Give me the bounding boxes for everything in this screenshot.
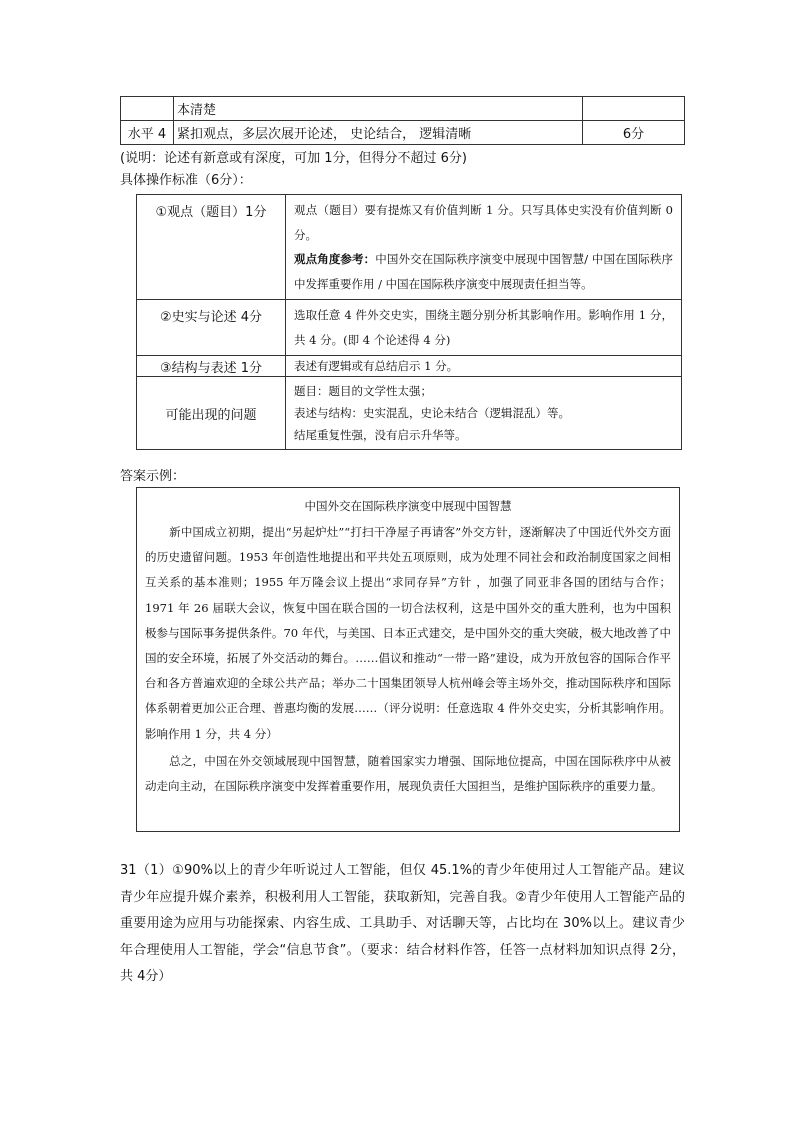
- criteria-label: ③结构与表述 1分: [137, 356, 286, 377]
- criteria-label: ②史实与论述 4分: [137, 300, 286, 356]
- criteria-content: [286, 195, 682, 300]
- table-row: [137, 377, 682, 450]
- table-row: [137, 300, 682, 356]
- answer-example-box: [136, 487, 680, 832]
- answer-example-label: 答案示例：: [120, 469, 186, 484]
- table-row: [137, 195, 682, 300]
- scoring-note: (说明：论述有新意或有深度，可加 1分，但得分不超过 6分): [120, 151, 467, 166]
- criteria-text: 观点（题目）要有提炼又有价值判断 1 分。只写具体史实没有价值判断 0 分。: [294, 203, 673, 242]
- criteria-text: 表述有逻辑或有总结启示 1 分。: [294, 359, 459, 373]
- level-cell: 水平 4: [121, 121, 174, 145]
- criteria-text: 选取任意 4 件外交史实，围绕主题分别分析其影响作用。影响作用 1 分，共 4 分。(即 4 个论述得 4 分): [294, 308, 673, 347]
- answer-paragraph-text: 新中国成立初期，提出“另起炉灶”“打扫干净屋子再请客”外交方针，逐渐解决了中国近代外交方面的历史遗留问题。1953 年创造性地提出和平共处五项原则，成为处理不同社会和政治制度国家之间相互关系的基本准则；1955 年万隆会议上提出“求同存异”方针 ，加强了同亚非各国的团结与合作；1971 年 26 届联大会议，恢复中国在联合国的一切合法权利，这是中国外交的重大胜利，也为中国积极参与国际事务提供条件。70 年代，与美国、日本正式建交，是中国外交的重大突破，极大地改善了中国的安全环境，拓展了外交活动的舞台。……倡议和推动“一带一路”建设，成为开放包容的国际合作平台和各方普遍欢迎的全球公共产品；举办二十国集团领导人杭州峰会等主场外交，推动国际秩序和国际体系朝着更加公正合理、普惠均衡的发展……（评分说明：任意选取 4 件外交史实，分析其影响作用。影响作用 1 分，共 4 分）: [145, 525, 671, 741]
- score-cell: 6分: [583, 121, 685, 145]
- scoring-level-table: [120, 96, 685, 145]
- criteria-table: [136, 194, 682, 450]
- answer-paragraph-text: 总之，中国在外交领域展现中国智慧，随着国家实力增强、国际地位提高，中国在国际秩序中从被动走向主动，在国际秩序演变中发挥着重要作用，展现负责任大国担当，是维护国际秩序的重要力量。: [145, 753, 671, 794]
- reference-text: 中国外交在国际秩序演变中展现中国智慧/ 中国在国际秩序中发挥重要作用 / 中国在国际秩序演变中展现责任担当等。: [294, 252, 674, 291]
- level-description-cell: 紧扣观点，多层次展开论述， 史论结合， 逻辑清晰: [174, 121, 583, 145]
- reference-label: 观点角度参考：: [294, 252, 376, 266]
- table-row: [121, 121, 685, 145]
- question-31-answer: 31（1）①90%以上的青少年听说过人工智能，但仅 45.1%的青少年使用过人工智能产品。建议青少年应提升媒介素养，积极利用人工智能，获取新知，完善自我。②青少年使用人工智能产品的重要用途为应用与功能探索、内容生成、工具助手、对话聊天等，占比均在 30%以上。建议青少年合理使用人工智能，学会“信息节食”。（要求：结合材料作答，任答一点材料加知识点得 2分，共 4分）: [120, 863, 685, 984]
- table-row: [121, 97, 685, 121]
- answer-paragraph: [137, 747, 679, 799]
- answer-paragraph: [137, 516, 679, 747]
- operation-standard-title: 具体操作标准（6分）：: [120, 173, 252, 188]
- criteria-text: 题目：题目的文学性太强；: [294, 384, 432, 398]
- level-description-cell: 本清楚: [174, 97, 583, 121]
- table-row: [137, 356, 682, 377]
- level-cell: [121, 97, 174, 121]
- criteria-content: [286, 356, 682, 377]
- criteria-label: ①观点（题目）1分: [137, 195, 286, 300]
- score-cell: [583, 97, 685, 121]
- criteria-label: 可能出现的问题: [137, 377, 286, 450]
- answer-title: 中国外交在国际秩序演变中展现中国智慧: [304, 499, 512, 513]
- criteria-text: 表述与结构：史实混乱，史论未结合（逻辑混乱）等。: [294, 406, 570, 420]
- criteria-text: 结尾重复性强，没有启示升华等。: [294, 428, 467, 442]
- criteria-content: [286, 377, 682, 450]
- criteria-content: [286, 300, 682, 356]
